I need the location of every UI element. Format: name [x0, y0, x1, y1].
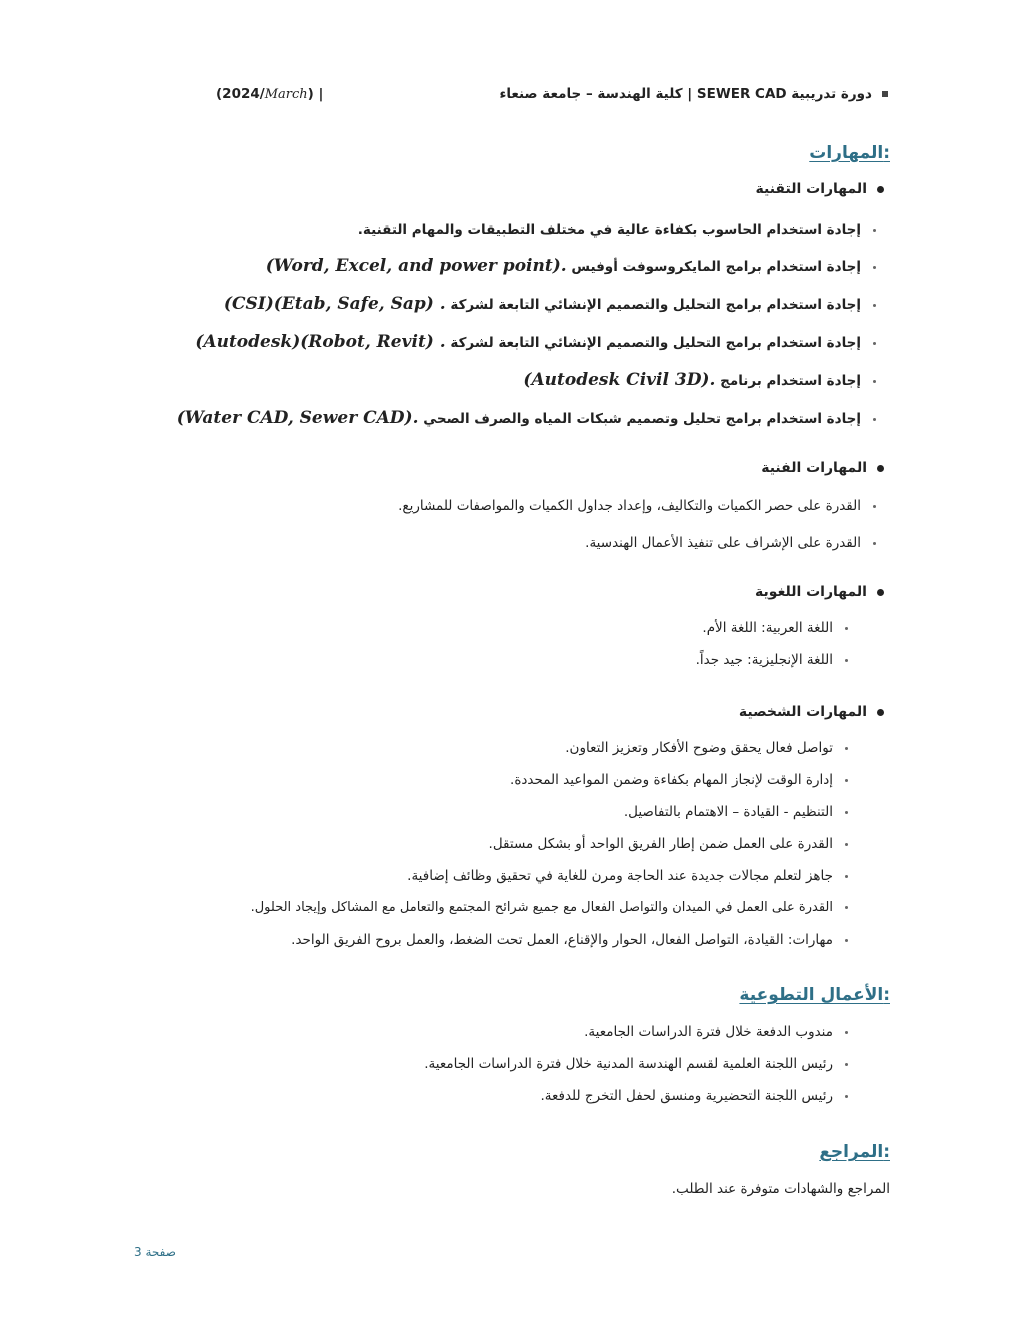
language-skill-item: اللغة العربية: اللغة الأم.: [702, 620, 848, 636]
page-number: صفحة 3: [134, 1245, 176, 1259]
bullet-icon: [877, 186, 884, 193]
bullet-icon: [873, 342, 876, 345]
personal-skills-title: المهارات الشخصية: [739, 704, 884, 720]
personal-skill-item: جاهز لتعلم مجالات جديدة عند الحاجة ومرن للغاية في تحقيق وظائف إضافية.: [407, 868, 848, 884]
bullet-icon: [873, 505, 876, 508]
bullet-icon: [877, 589, 884, 596]
bullet-icon: [845, 843, 848, 846]
bullet-icon: [845, 875, 848, 878]
header-date-close: ) |: [307, 86, 324, 102]
header-date-month: March: [264, 87, 308, 102]
bullet-icon: [845, 1095, 848, 1098]
skills-heading: المهارات:: [809, 143, 890, 163]
language-skills-title: المهارات اللغوية: [755, 584, 884, 600]
bullet-icon: [845, 1031, 848, 1034]
header-date: [216, 86, 323, 102]
personal-skill-item: مهارات: القيادة، التواصل الفعال، الحوار والإقناع، العمل تحت الضغط، والعمل بروح الفريق الواحد.: [291, 932, 848, 948]
volunteer-item: رئيس اللجنة التحضيرية ومنسق لحفل التخرج للدفعة.: [540, 1088, 848, 1104]
technical-skill-item: إجادة استخدام برامج التحليل والتصميم الإنشائي التابعة لشركة (Autodesk)(Robot, Revit) .: [195, 332, 876, 352]
artistic-skill-item: القدرة على حصر الكميات والتكاليف، وإعداد جداول الكميات والمواصفات للمشاريع.: [398, 498, 876, 514]
bullet-icon: [845, 939, 848, 942]
bullet-icon: [845, 747, 848, 750]
bullet-icon: [877, 709, 884, 716]
technical-skills-title: المهارات التقنية: [755, 181, 884, 197]
technical-skill-item: إجادة استخدام برامج تحليل وتصميم شبكات المياه والصرف الصحي (Water CAD, Sewer CAD).: [177, 408, 876, 428]
personal-skill-item: القدرة على العمل في الميدان والتواصل الفعال مع جميع شرائح المجتمع والتعامل مع المشاكل وإيجاد الحلول.: [251, 900, 848, 915]
artistic-skill-item: القدرة على الإشراف على تنفيذ الأعمال الهندسية.: [585, 535, 876, 551]
software-names: (CSI)(Etab, Safe, Sap) .: [223, 294, 446, 314]
software-names: (Word, Excel, and power point).: [265, 256, 567, 276]
bullet-icon: [845, 659, 848, 662]
artistic-skills-title: المهارات الفنية: [761, 460, 884, 476]
personal-skill-item: التنظيم - القيادة – الاهتمام بالتفاصيل.: [624, 804, 848, 820]
header-date-year: (2024/: [216, 86, 265, 102]
bullet-icon: [845, 811, 848, 814]
header-course: [499, 86, 888, 102]
bullet-icon: [873, 380, 876, 383]
language-skill-item: اللغة الإنجليزية: جيد جداً.: [696, 652, 848, 668]
bullet-icon: [845, 906, 848, 909]
volunteer-item: مندوب الدفعة خلال فترة الدراسات الجامعية.: [584, 1024, 848, 1040]
software-names: (Water CAD, Sewer CAD).: [176, 408, 419, 428]
volunteer-item: رئيس اللجنة العلمية لقسم الهندسة المدنية خلال فترة الدراسات الجامعية.: [424, 1056, 848, 1072]
references-text: المراجع والشهادات متوفرة عند الطلب.: [671, 1181, 890, 1197]
references-heading: المراجع:: [819, 1142, 890, 1162]
bullet-icon: [873, 418, 876, 421]
technical-skill-item: إجادة استخدام برامج التحليل والتصميم الإنشائي التابعة لشركة (CSI)(Etab, Safe, Sap) .: [224, 294, 876, 314]
bullet-icon: [873, 229, 876, 232]
bullet-icon: [845, 627, 848, 630]
bullet-icon: [873, 304, 876, 307]
bullet-icon: [873, 542, 876, 545]
bullet-icon: [877, 465, 884, 472]
technical-skill-item: إجادة استخدام برامج المايكروسوفت أوفيس (Word, Excel, and power point).: [266, 256, 876, 276]
personal-skill-item: إدارة الوقت لإنجاز المهام بكفاءة وضمن المواعيد المحددة.: [510, 772, 848, 788]
software-names: (Autodesk Civil 3D).: [523, 370, 716, 390]
bullet-icon: [845, 1063, 848, 1066]
technical-skill-item: إجادة استخدام الحاسوب بكفاءة عالية في مختلف التطبيقات والمهام التقنية.: [358, 222, 876, 238]
technical-skill-item: إجادة استخدام برنامج (Autodesk Civil 3D).: [523, 370, 876, 390]
square-bullet-icon: [882, 91, 888, 97]
software-names: (Autodesk)(Robot, Revit) .: [195, 332, 446, 352]
bullet-icon: [873, 266, 876, 269]
volunteer-heading: الأعمال التطوعية:: [739, 985, 890, 1005]
header-course-text: دورة تدريبية SEWER CAD | كلية الهندسة – جامعة صنعاء: [499, 86, 872, 102]
personal-skill-item: القدرة على العمل ضمن إطار الفريق الواحد أو بشكل مستقل.: [489, 836, 848, 852]
personal-skill-item: تواصل فعال يحقق وضوح الأفكار وتعزيز التعاون.: [565, 740, 848, 756]
bullet-icon: [845, 779, 848, 782]
